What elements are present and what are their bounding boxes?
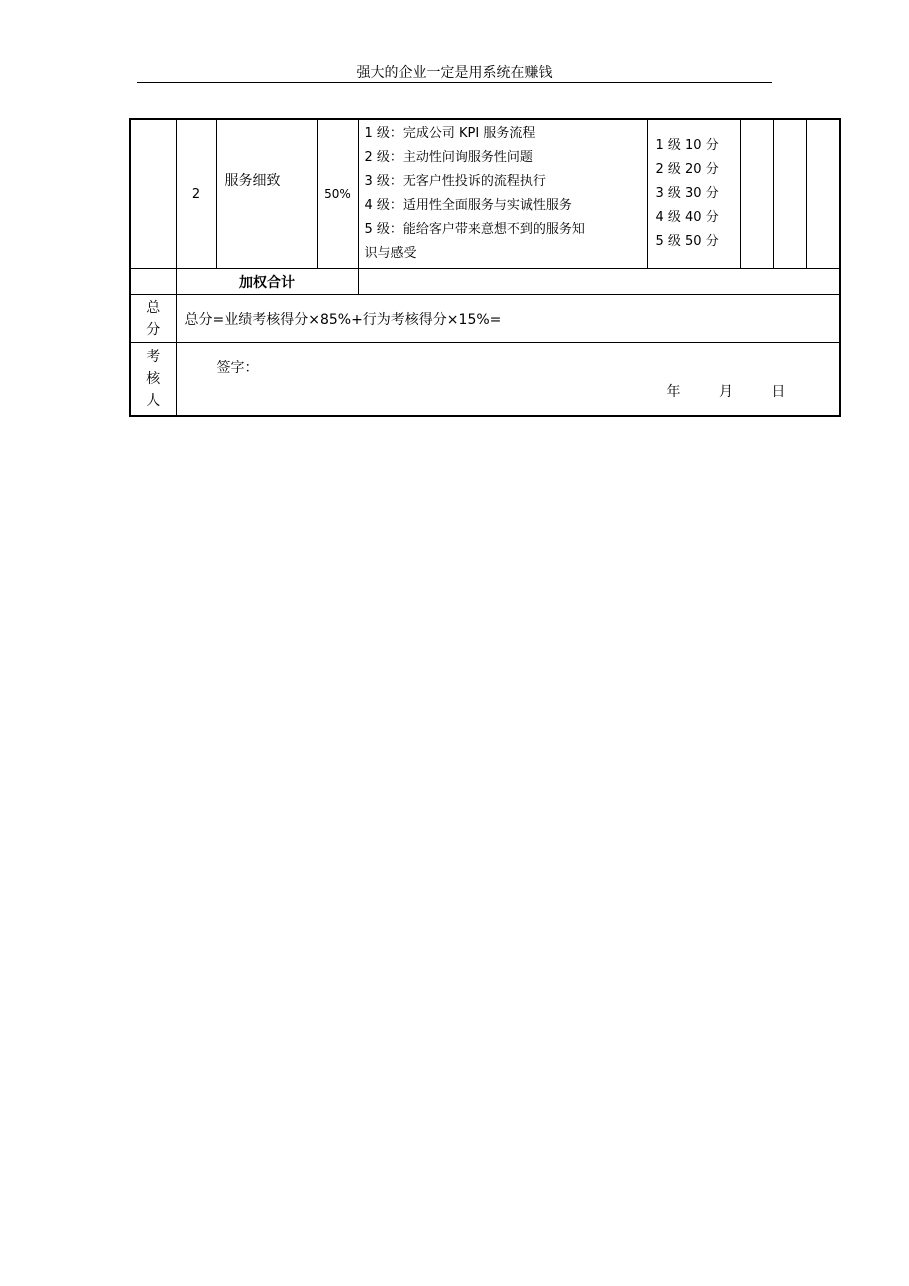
date-year: 年: [666, 384, 681, 400]
header-title: 强大的企业一定是用系统在赚钱: [356, 65, 553, 81]
category-cell-empty: [130, 119, 176, 269]
row-index: 2: [176, 119, 216, 269]
total-row: [130, 295, 840, 343]
date-month: 月: [718, 384, 733, 400]
item-weight: 50%: [317, 119, 358, 269]
criteria-line: 2 级：主动性问询服务性问题: [364, 150, 533, 165]
score-line: 2 级 20 分: [655, 162, 719, 177]
score-line: 5 级 50 分: [655, 234, 719, 249]
weighted-total-value[interactable]: [358, 269, 840, 295]
criteria-row: [130, 119, 840, 269]
score-cell-2[interactable]: [773, 119, 806, 269]
criteria-line: 5 级：能给客户带来意想不到的服务知: [364, 222, 585, 237]
item-name: 服务细致: [216, 119, 317, 269]
weighted-total-row: [130, 269, 840, 295]
score-list: [647, 119, 740, 269]
signature-label: 签字：: [216, 360, 259, 376]
criteria-list: [358, 119, 647, 269]
signature-area[interactable]: [176, 343, 840, 417]
reviewer-label: 考 核 人: [130, 343, 176, 417]
criteria-line: 1 级：完成公司 KPI 服务流程: [364, 126, 536, 141]
score-line: 3 级 30 分: [655, 186, 719, 201]
date-fields: [667, 381, 820, 401]
weighted-total-empty: [130, 269, 176, 295]
score-line: 1 级 10 分: [655, 138, 719, 153]
criteria-line: 4 级：适用性全面服务与实诚性服务: [364, 198, 572, 213]
criteria-line: 识与感受: [364, 246, 417, 261]
total-formula[interactable]: 总分=业绩考核得分×85%+行为考核得分×15%=: [176, 295, 840, 343]
weighted-total-label: 加权合计: [176, 269, 358, 295]
header-rule: [137, 82, 772, 83]
criteria-line: 3 级：无客户性投诉的流程执行: [364, 174, 546, 189]
score-cell-3[interactable]: [806, 119, 840, 269]
date-day: 日: [771, 384, 786, 400]
score-cell-1[interactable]: [740, 119, 773, 269]
reviewer-row: [130, 343, 840, 417]
assessment-table: [129, 118, 841, 417]
score-line: 4 级 40 分: [655, 210, 719, 225]
total-label: 总 分: [130, 295, 176, 343]
